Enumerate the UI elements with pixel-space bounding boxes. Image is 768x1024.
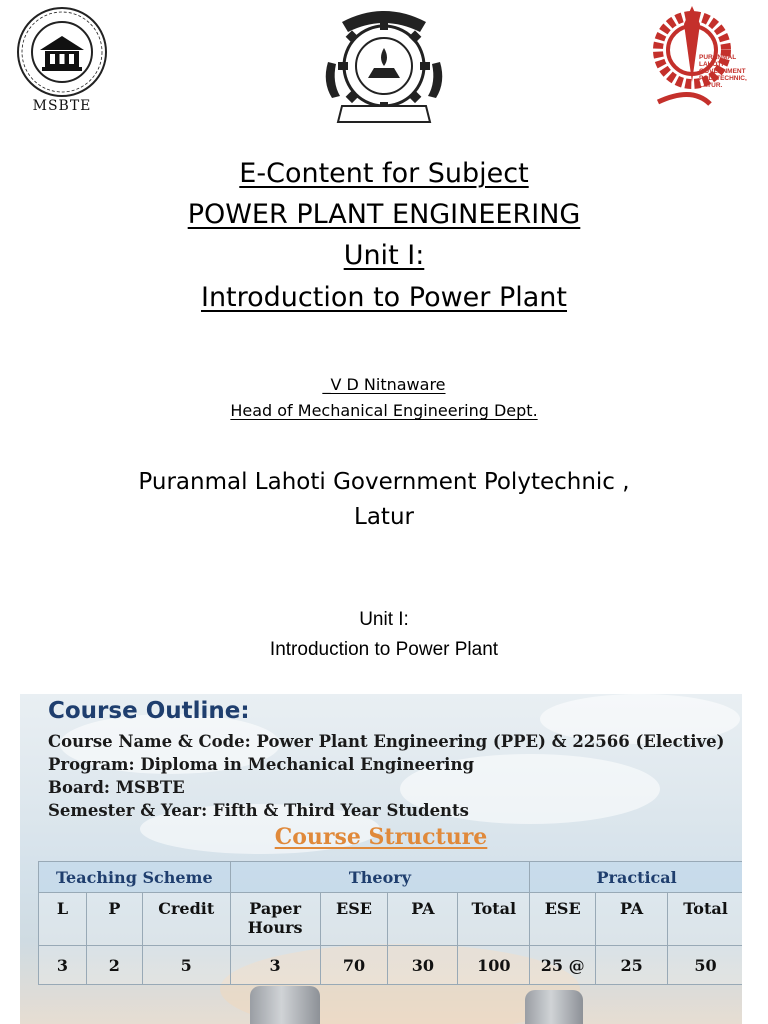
course-structure-table xyxy=(38,861,742,985)
cell-practical-ese: 25 @ xyxy=(530,946,596,985)
col-header-credit: Credit xyxy=(142,893,230,946)
cell-p: 2 xyxy=(86,946,142,985)
cooling-tower-left xyxy=(250,986,320,1024)
author-designation xyxy=(0,399,768,423)
program-line: Program: Diploma in Mechanical Engineering xyxy=(48,755,474,774)
col-header-l: L xyxy=(39,893,87,946)
title-line-1-text: E-Content for Subject xyxy=(239,158,529,189)
course-outline-title: Course Outline: xyxy=(48,698,250,724)
author-name xyxy=(0,373,768,397)
board-line: Board: MSBTE xyxy=(48,778,185,797)
group-theory: Theory xyxy=(230,862,530,893)
title-line-3-text: Unit I: xyxy=(343,240,425,271)
title-line-2 xyxy=(0,195,768,235)
title-line-1 xyxy=(0,154,768,194)
cell-practical-pa: 25 xyxy=(596,946,668,985)
msbte-caption: MSBTE xyxy=(32,98,92,114)
table-group-header-row xyxy=(39,862,743,893)
cell-theory-total: 100 xyxy=(458,946,530,985)
cell-theory-ese: 70 xyxy=(320,946,388,985)
cooling-tower-right xyxy=(525,990,583,1024)
plgp-logo-text-5: LATUR. xyxy=(699,82,723,89)
dte-emblem-logo xyxy=(312,2,456,130)
author-designation-text: Head of Mechanical Engineering Dept. xyxy=(230,401,538,420)
cell-credit: 5 xyxy=(142,946,230,985)
group-teaching-scheme: Teaching Scheme xyxy=(39,862,231,893)
table-row xyxy=(39,946,743,985)
course-outline-panel xyxy=(20,694,742,1024)
plgp-logo-text-3: GOVERNMENT xyxy=(699,68,746,75)
course-name-line: Course Name & Code: Power Plant Engineering (PPE) & 22566 (Elective) xyxy=(48,732,725,751)
author-name-text: _V D Nitnaware xyxy=(322,375,446,394)
semester-line: Semester & Year: Fifth & Third Year Students xyxy=(48,801,469,820)
col-header-practical-total: Total xyxy=(668,893,742,946)
cell-practical-total: 50 xyxy=(668,946,742,985)
col-header-p: P xyxy=(86,893,142,946)
plgp-logo xyxy=(648,4,760,116)
title-line-2-text: POWER PLANT ENGINEERING xyxy=(187,199,581,230)
col-header-practical-ese: ESE xyxy=(530,893,596,946)
plgp-logo-text-4: POLYTECHNIC, xyxy=(699,75,747,82)
cell-theory-pa: 30 xyxy=(388,946,458,985)
table-column-header-row xyxy=(39,893,743,946)
institution-line-2: Latur xyxy=(354,504,414,530)
cell-l: 3 xyxy=(39,946,87,985)
group-practical: Practical xyxy=(530,862,742,893)
col-header-theory-total: Total xyxy=(458,893,530,946)
col-header-paper-hours: Paper Hours xyxy=(230,893,320,946)
unit-label: Unit I: xyxy=(359,609,409,630)
msbte-logo xyxy=(12,6,112,116)
col-header-theory-ese: ESE xyxy=(320,893,388,946)
institution-line-1: Puranmal Lahoti Government Polytechnic , xyxy=(138,469,630,495)
plgp-logo-text-2: LAHOTI xyxy=(699,61,724,68)
title-line-3 xyxy=(0,236,768,276)
col-header-theory-pa: PA xyxy=(388,893,458,946)
plgp-logo-text-1: PURANMAL xyxy=(699,54,737,61)
title-line-4 xyxy=(0,278,768,318)
title-line-4-text: Introduction to Power Plant xyxy=(200,282,568,313)
col-header-practical-pa: PA xyxy=(596,893,668,946)
unit-subtitle: Introduction to Power Plant xyxy=(269,639,499,660)
cell-paper-hours: 3 xyxy=(230,946,320,985)
course-structure-title: Course Structure xyxy=(274,824,488,850)
